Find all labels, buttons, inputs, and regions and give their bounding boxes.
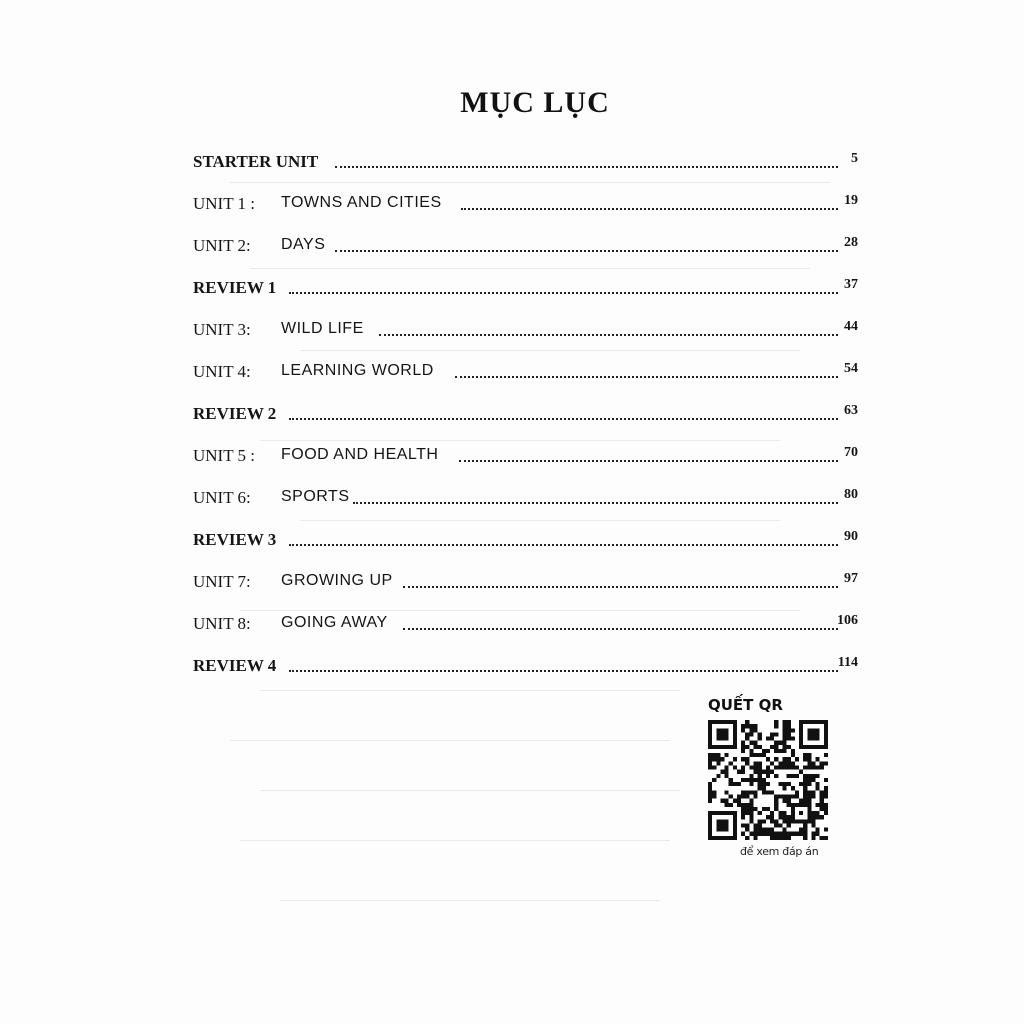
toc-entry-label: UNIT 2:	[193, 236, 251, 255]
dot-leader	[461, 208, 838, 210]
qr-code-icon[interactable]	[708, 720, 828, 840]
dot-leader	[379, 334, 838, 336]
toc-entry-page-number: 114	[837, 655, 858, 670]
toc-entry-title: SPORTS	[281, 488, 350, 505]
toc-entry[interactable]	[193, 316, 858, 340]
dot-leader	[403, 628, 838, 630]
toc-entry-label: UNIT 4:	[193, 362, 251, 381]
toc-entry-label: UNIT 3:	[193, 320, 251, 339]
toc-entry-label: REVIEW 3	[193, 530, 277, 549]
toc-entry[interactable]	[193, 358, 858, 382]
toc-entry-page-number: 70	[844, 445, 858, 460]
toc-entry-page-number: 106	[837, 613, 858, 628]
qr-heading: QUẾT QR	[708, 696, 783, 714]
toc-entry-title: FOOD AND HEALTH	[281, 446, 439, 463]
toc-entry-label: UNIT 1 :	[193, 194, 256, 213]
toc-entry[interactable]	[193, 442, 858, 466]
toc-entry[interactable]	[193, 610, 858, 634]
toc-entry-label: UNIT 8:	[193, 614, 251, 633]
toc-entry-title: WILD LIFE	[281, 320, 364, 337]
dot-leader	[289, 670, 838, 672]
dot-leader	[335, 166, 838, 168]
toc-entry[interactable]	[193, 400, 858, 424]
bleed-through-line	[280, 900, 660, 901]
toc-entry[interactable]	[193, 148, 858, 172]
bleed-through-line	[300, 520, 780, 521]
toc-entry-label: REVIEW 2	[193, 404, 277, 423]
toc-entry[interactable]	[193, 568, 858, 592]
toc-entry-page-number: 19	[844, 193, 858, 208]
dot-leader	[289, 544, 838, 546]
toc-entry-page-number: 63	[844, 403, 858, 418]
bleed-through-line	[240, 840, 670, 841]
toc-entry-label: STARTER UNIT	[193, 152, 319, 171]
bleed-through-line	[260, 790, 680, 791]
toc-entry-title: TOWNS AND CITIES	[281, 194, 442, 211]
toc-entry-title: GOING AWAY	[281, 614, 388, 631]
toc-entry[interactable]	[193, 232, 858, 256]
toc-entry-title: DAYS	[281, 236, 326, 253]
qr-caption: để xem đáp án	[740, 845, 819, 858]
bleed-through-line	[230, 740, 670, 741]
dot-leader	[459, 460, 838, 462]
toc-entry[interactable]	[193, 190, 858, 214]
dot-leader	[353, 502, 838, 504]
dot-leader	[335, 250, 838, 252]
toc-entry-title: GROWING UP	[281, 572, 393, 589]
toc-entry-page-number: 37	[844, 277, 858, 292]
toc-entry-page-number: 80	[844, 487, 858, 502]
bleed-through-line	[300, 350, 800, 351]
bleed-through-line	[260, 690, 680, 691]
toc-entry-page-number: 5	[851, 151, 858, 166]
toc-entry[interactable]	[193, 274, 858, 298]
toc-entry[interactable]	[193, 484, 858, 508]
toc-entry-label: UNIT 6:	[193, 488, 251, 507]
toc-entry[interactable]	[193, 526, 858, 550]
toc-entry-title: LEARNING WORLD	[281, 362, 434, 379]
toc-entry-page-number: 97	[844, 571, 858, 586]
dot-leader	[289, 292, 838, 294]
page-title: MỤC LỤC	[460, 86, 610, 119]
dot-leader	[289, 418, 838, 420]
toc-entry-label: UNIT 7:	[193, 572, 251, 591]
toc-entry-label: UNIT 5 :	[193, 446, 256, 465]
dot-leader	[455, 376, 838, 378]
bleed-through-line	[230, 182, 830, 183]
toc-entry-page-number: 44	[844, 319, 858, 334]
dot-leader	[403, 586, 838, 588]
toc-entry-label: REVIEW 4	[193, 656, 277, 675]
toc-entry-page-number: 28	[844, 235, 858, 250]
bleed-through-line	[250, 268, 810, 269]
toc-entry-label: REVIEW 1	[193, 278, 277, 297]
bleed-through-line	[260, 440, 780, 441]
toc-entry[interactable]	[193, 652, 858, 676]
toc-entry-page-number: 90	[844, 529, 858, 544]
toc-entry-page-number: 54	[844, 361, 858, 376]
